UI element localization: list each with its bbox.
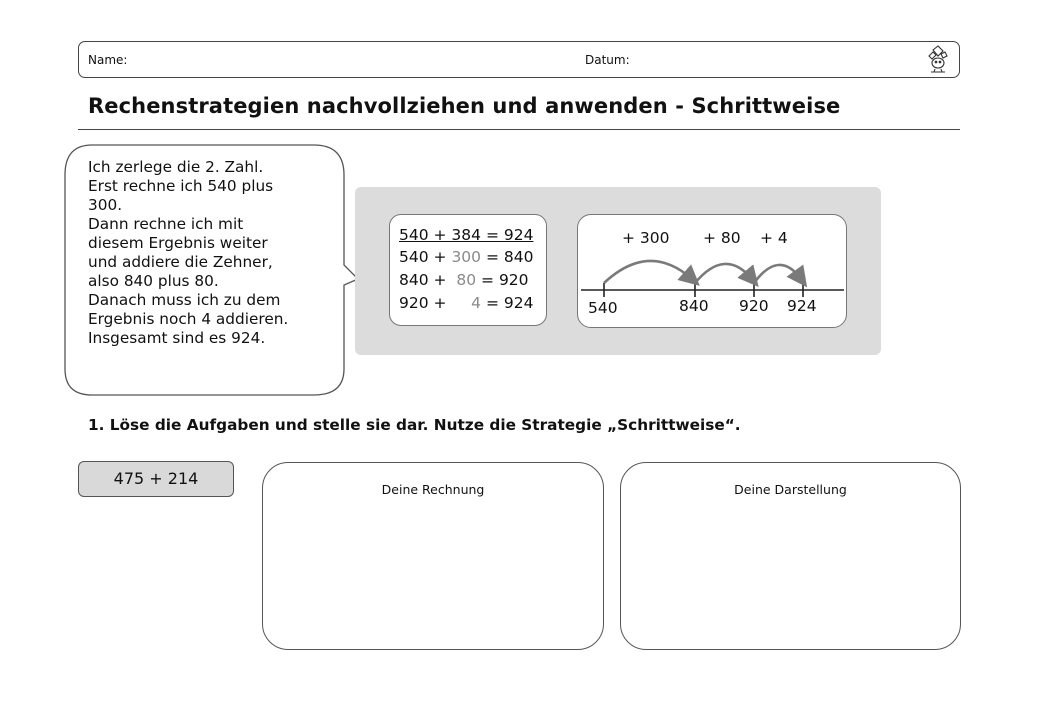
calculation-box-label: Deine Rechnung [381,482,485,497]
step-addend: 300 [451,248,482,266]
bubble-line: Dann rechne ich mit [88,215,244,233]
page-title: Rechenstrategien nachvollziehen und anwenden - Schrittweise [88,94,841,118]
representation-box-label: Deine Darstellung [734,482,847,497]
tick-label: 840 [679,297,709,315]
tick-label: 920 [739,297,769,315]
calculation-answer-box[interactable] [262,462,604,650]
step-row [399,294,533,312]
number-line-card [577,214,847,328]
tick-label: 540 [588,299,618,317]
step-start: 840 + [399,271,447,289]
bubble-line: Ergebnis noch 4 addieren. [88,310,289,328]
tick-label: 924 [787,297,817,315]
jump-label: + 300 [622,229,670,247]
name-label: Name: [88,53,128,67]
bubble-line: 300. [88,196,123,214]
jump-arc [695,264,752,283]
speech-bubble-text [88,158,338,348]
main-equation: 540 + 384 = 924 [399,226,534,244]
exercise-badge: 475 + 214 [78,461,234,497]
date-label: Datum: [585,53,630,67]
step-result: = 924 [485,294,534,312]
bubble-line: diesem Ergebnis weiter [88,234,268,252]
step-addend: 80 [456,271,477,289]
jump-arc [604,261,692,283]
bubble-line: also 840 plus 80. [88,272,219,290]
pencil-mascot-icon [923,44,953,74]
representation-answer-box[interactable] [620,462,961,650]
step-result: = 920 [481,271,529,289]
bubble-line: und addiere die Zehner, [88,253,273,271]
header-box [78,41,960,78]
step-start: 920 + [399,294,447,312]
jump-label: + 4 [760,229,788,247]
bubble-line: Ich zerlege die 2. Zahl. [88,158,264,176]
bubble-line: Erst rechne ich 540 plus [88,177,274,195]
bubble-line: Insgesamt sind es 924. [88,329,266,347]
calculation-card [389,214,547,326]
step-row [399,248,533,266]
bubble-line: Danach muss ich zu dem [88,291,281,309]
step-row [399,271,529,289]
jump-label: + 80 [703,229,741,247]
title-divider [78,129,960,130]
step-result: = 840 [485,248,534,266]
task-instruction: 1. Löse die Aufgaben und stelle sie dar. Nutze die Strategie „Schrittweise“. [88,416,741,434]
step-addend: 4 [471,294,482,312]
jump-arc [754,265,801,283]
step-start: 540 + [399,248,447,266]
